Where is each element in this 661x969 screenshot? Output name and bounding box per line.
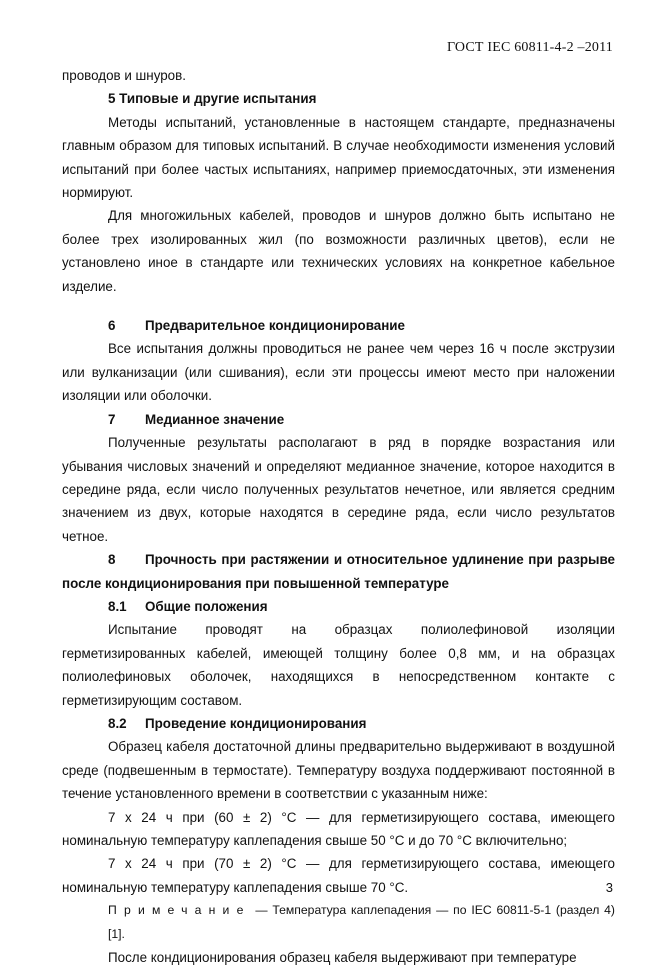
section-8-title: Прочность при растяжении и относительное удлинение при разрыве после кондиционирования при повышенной температуре: [62, 552, 615, 591]
section-8-2-number: 8.2: [108, 715, 127, 731]
section-8-2-paragraph-4: После кондиционирования образец кабеля выдерживают при температуре: [108, 950, 577, 966]
page-number: 3: [605, 880, 613, 895]
section-8-1-heading: [62, 595, 615, 618]
document-body: [62, 64, 615, 969]
section-7-title: Медианное значение: [145, 411, 285, 427]
section-6-number: 6: [108, 318, 116, 334]
section-8-2-paragraph-2: 7 х 24 ч при (60 ± 2) °С — для герметизирующего состава, имеющего номинальную температуру каплепадения свыше 50 °С и до 70 °С включительно;: [62, 809, 615, 848]
section-8-1-number: 8.1: [108, 598, 127, 614]
section-8-number: 8: [108, 552, 116, 568]
section-8-1-title: Общие положения: [145, 598, 268, 614]
section-5-heading: 5 Типовые и другие испытания: [108, 91, 317, 107]
section-8-2-heading: [62, 712, 615, 735]
note-text: — Температура каплепадения — по IEC 60811-5-1 (раздел 4) [1].: [108, 903, 615, 941]
spacer: [62, 298, 615, 314]
section-6-heading: [62, 314, 615, 337]
note-label: Примечание: [108, 903, 251, 918]
section-5-paragraph-1: Методы испытаний, установленные в настоящем стандарте, предназначены главным образом для типовых испытаний. В случае необходимости изменения условий испытаний при более частых испытаниях, например приемосдаточных, эти изменения нормируют.: [62, 114, 615, 201]
section-6-paragraph-1: Все испытания должны проводиться не ранее чем через 16 ч после экструзии или вулканизации (или сшивания), если эти процессы имеют место при наложении изоляции или оболочки.: [62, 341, 615, 404]
section-8-1-paragraph-1: Испытание проводят на образцах полиолефиновой изоляции герметизированных кабелей, имеющей толщину более 0,8 мм, и на образцах полиолефиновых оболочек, находящихся в непосредственном контакте с герметизирующим составом.: [62, 622, 615, 708]
section-5-paragraph-2: Для многожильных кабелей, проводов и шнуров должно быть испытано не более трех изолированных жил (по возможности различных цветов), если не установлено иное в стандарте или технических условиях на конкретное кабельное изделие.: [62, 208, 615, 294]
section-8-2-title: Проведение кондиционирования: [145, 715, 367, 731]
section-7-heading: [62, 408, 615, 431]
section-7-number: 7: [108, 411, 116, 427]
section-8-heading: [62, 548, 615, 595]
section-8-2-paragraph-1: Образец кабеля достаточной длины предварительно выдерживают в воздушной среде (подвешенным в термостате). Температуру воздуха поддерживают постоянной в течение установленного времени в соответствии с указанным ниже:: [62, 739, 615, 802]
continued-paragraph: проводов и шнуров.: [62, 68, 186, 83]
section-6-title: Предварительное кондиционирование: [145, 318, 405, 334]
note: [62, 899, 615, 946]
section-8-2-paragraph-3: 7 х 24 ч при (70 ± 2) °С — для герметизирующего состава, имеющего номинальную температуру каплепадения свыше 70 °С.: [62, 856, 615, 895]
section-7-paragraph-1: Полученные результаты располагают в ряд в порядке возрастания или убывания числовых значений и определяют медианное значение, которое находится в середине ряда, если число полученных результатов нечетное, или является средним значением из двух, которые находятся в середине ряда, если число результатов четное.: [62, 435, 615, 544]
document-code: ГОСТ IEC 60811-4-2 –2011: [446, 40, 613, 55]
